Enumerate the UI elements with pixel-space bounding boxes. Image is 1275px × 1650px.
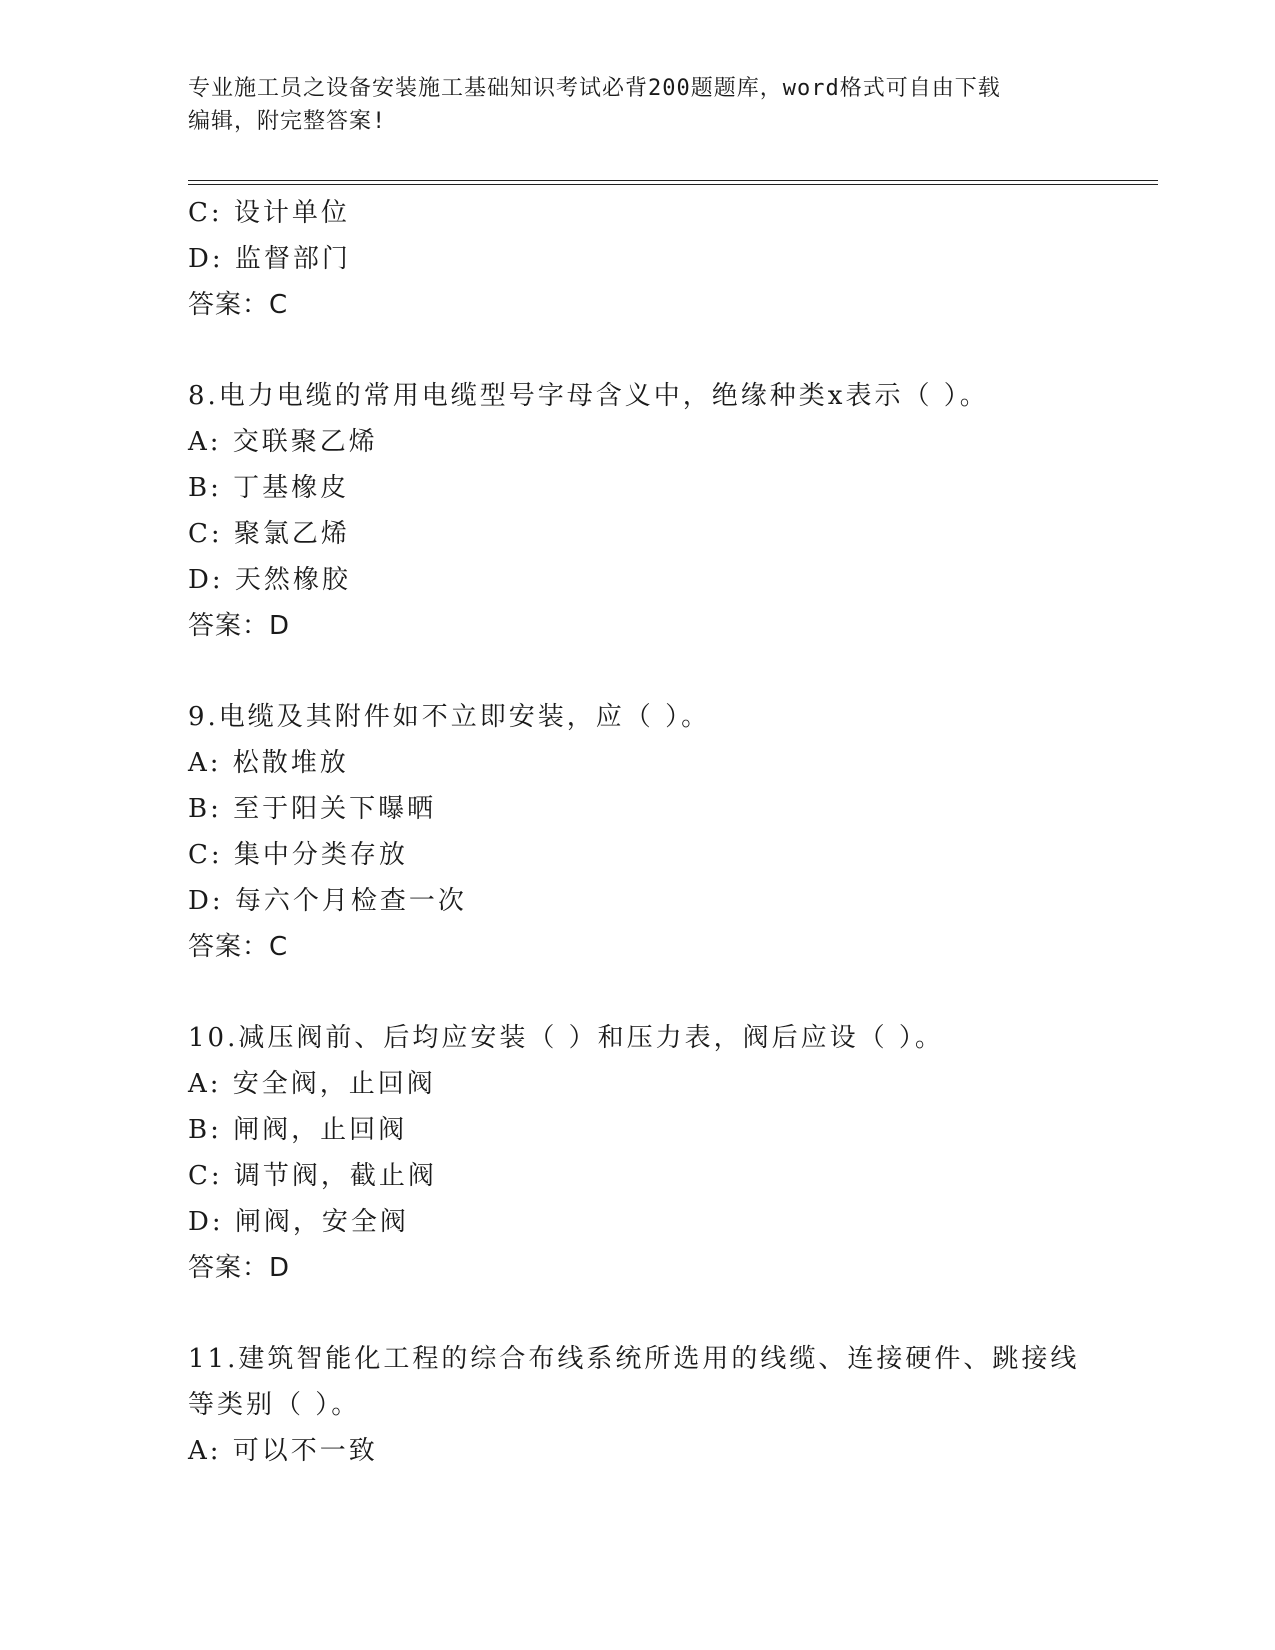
- answer-line: 答案：D: [188, 611, 291, 641]
- question-text: 9.电缆及其附件如不立即安装，应（ ）。: [188, 702, 711, 732]
- option-d: D: 监督部门: [188, 244, 351, 274]
- question-text: 10.减压阀前、后均应安装（ ）和压力表，阀后应设（ ）。: [188, 1023, 944, 1053]
- option-d: D: 天然橡胶: [188, 565, 351, 595]
- option-c: C: 集中分类存放: [188, 840, 408, 870]
- option-d: D: 每六个月检查一次: [188, 886, 467, 916]
- question-text-line1: 11.建筑智能化工程的综合布线系统所选用的线缆、连接硬件、跳接线: [188, 1344, 1080, 1374]
- question-text: 8.电力电缆的常用电缆型号字母含义中，绝缘种类x表示（ ）。: [188, 381, 989, 411]
- question-text-line2: 等类别（ ）。: [188, 1390, 361, 1420]
- option-c: C: 设计单位: [188, 198, 350, 228]
- option-c: C: 调节阀，截止阀: [188, 1161, 437, 1191]
- option-a: A: 交联聚乙烯: [188, 427, 378, 457]
- question-10: [188, 1015, 1088, 1291]
- option-a: A: 松散堆放: [188, 748, 349, 778]
- answer-line: 答案：D: [188, 1253, 291, 1283]
- question-9: [188, 694, 1088, 970]
- option-c: C: 聚氯乙烯: [188, 519, 350, 549]
- question-8: [188, 373, 1088, 649]
- option-a: A: 安全阀，止回阀: [188, 1069, 436, 1099]
- header-title-line1: 专业施工员之设备安装施工基础知识考试必背200题题库，word格式可自由下载: [188, 76, 1001, 101]
- option-a: A: 可以不一致: [188, 1436, 378, 1466]
- document-header: [188, 72, 1088, 138]
- answer-line: 答案：C: [188, 932, 289, 962]
- option-b: B: 至于阳关下曝晒: [188, 794, 437, 824]
- option-b: B: 闸阀，止回阀: [188, 1115, 408, 1145]
- question-fragment: [188, 190, 1088, 328]
- header-divider-top: [188, 180, 1158, 181]
- header-divider-bottom: [188, 184, 1158, 185]
- question-list: [188, 190, 1088, 1474]
- question-11: [188, 1336, 1088, 1474]
- answer-line: 答案：C: [188, 290, 289, 320]
- option-d: D: 闸阀，安全阀: [188, 1207, 409, 1237]
- header-title-line2: 编辑，附完整答案!: [188, 109, 387, 134]
- option-b: B: 丁基橡皮: [188, 473, 350, 503]
